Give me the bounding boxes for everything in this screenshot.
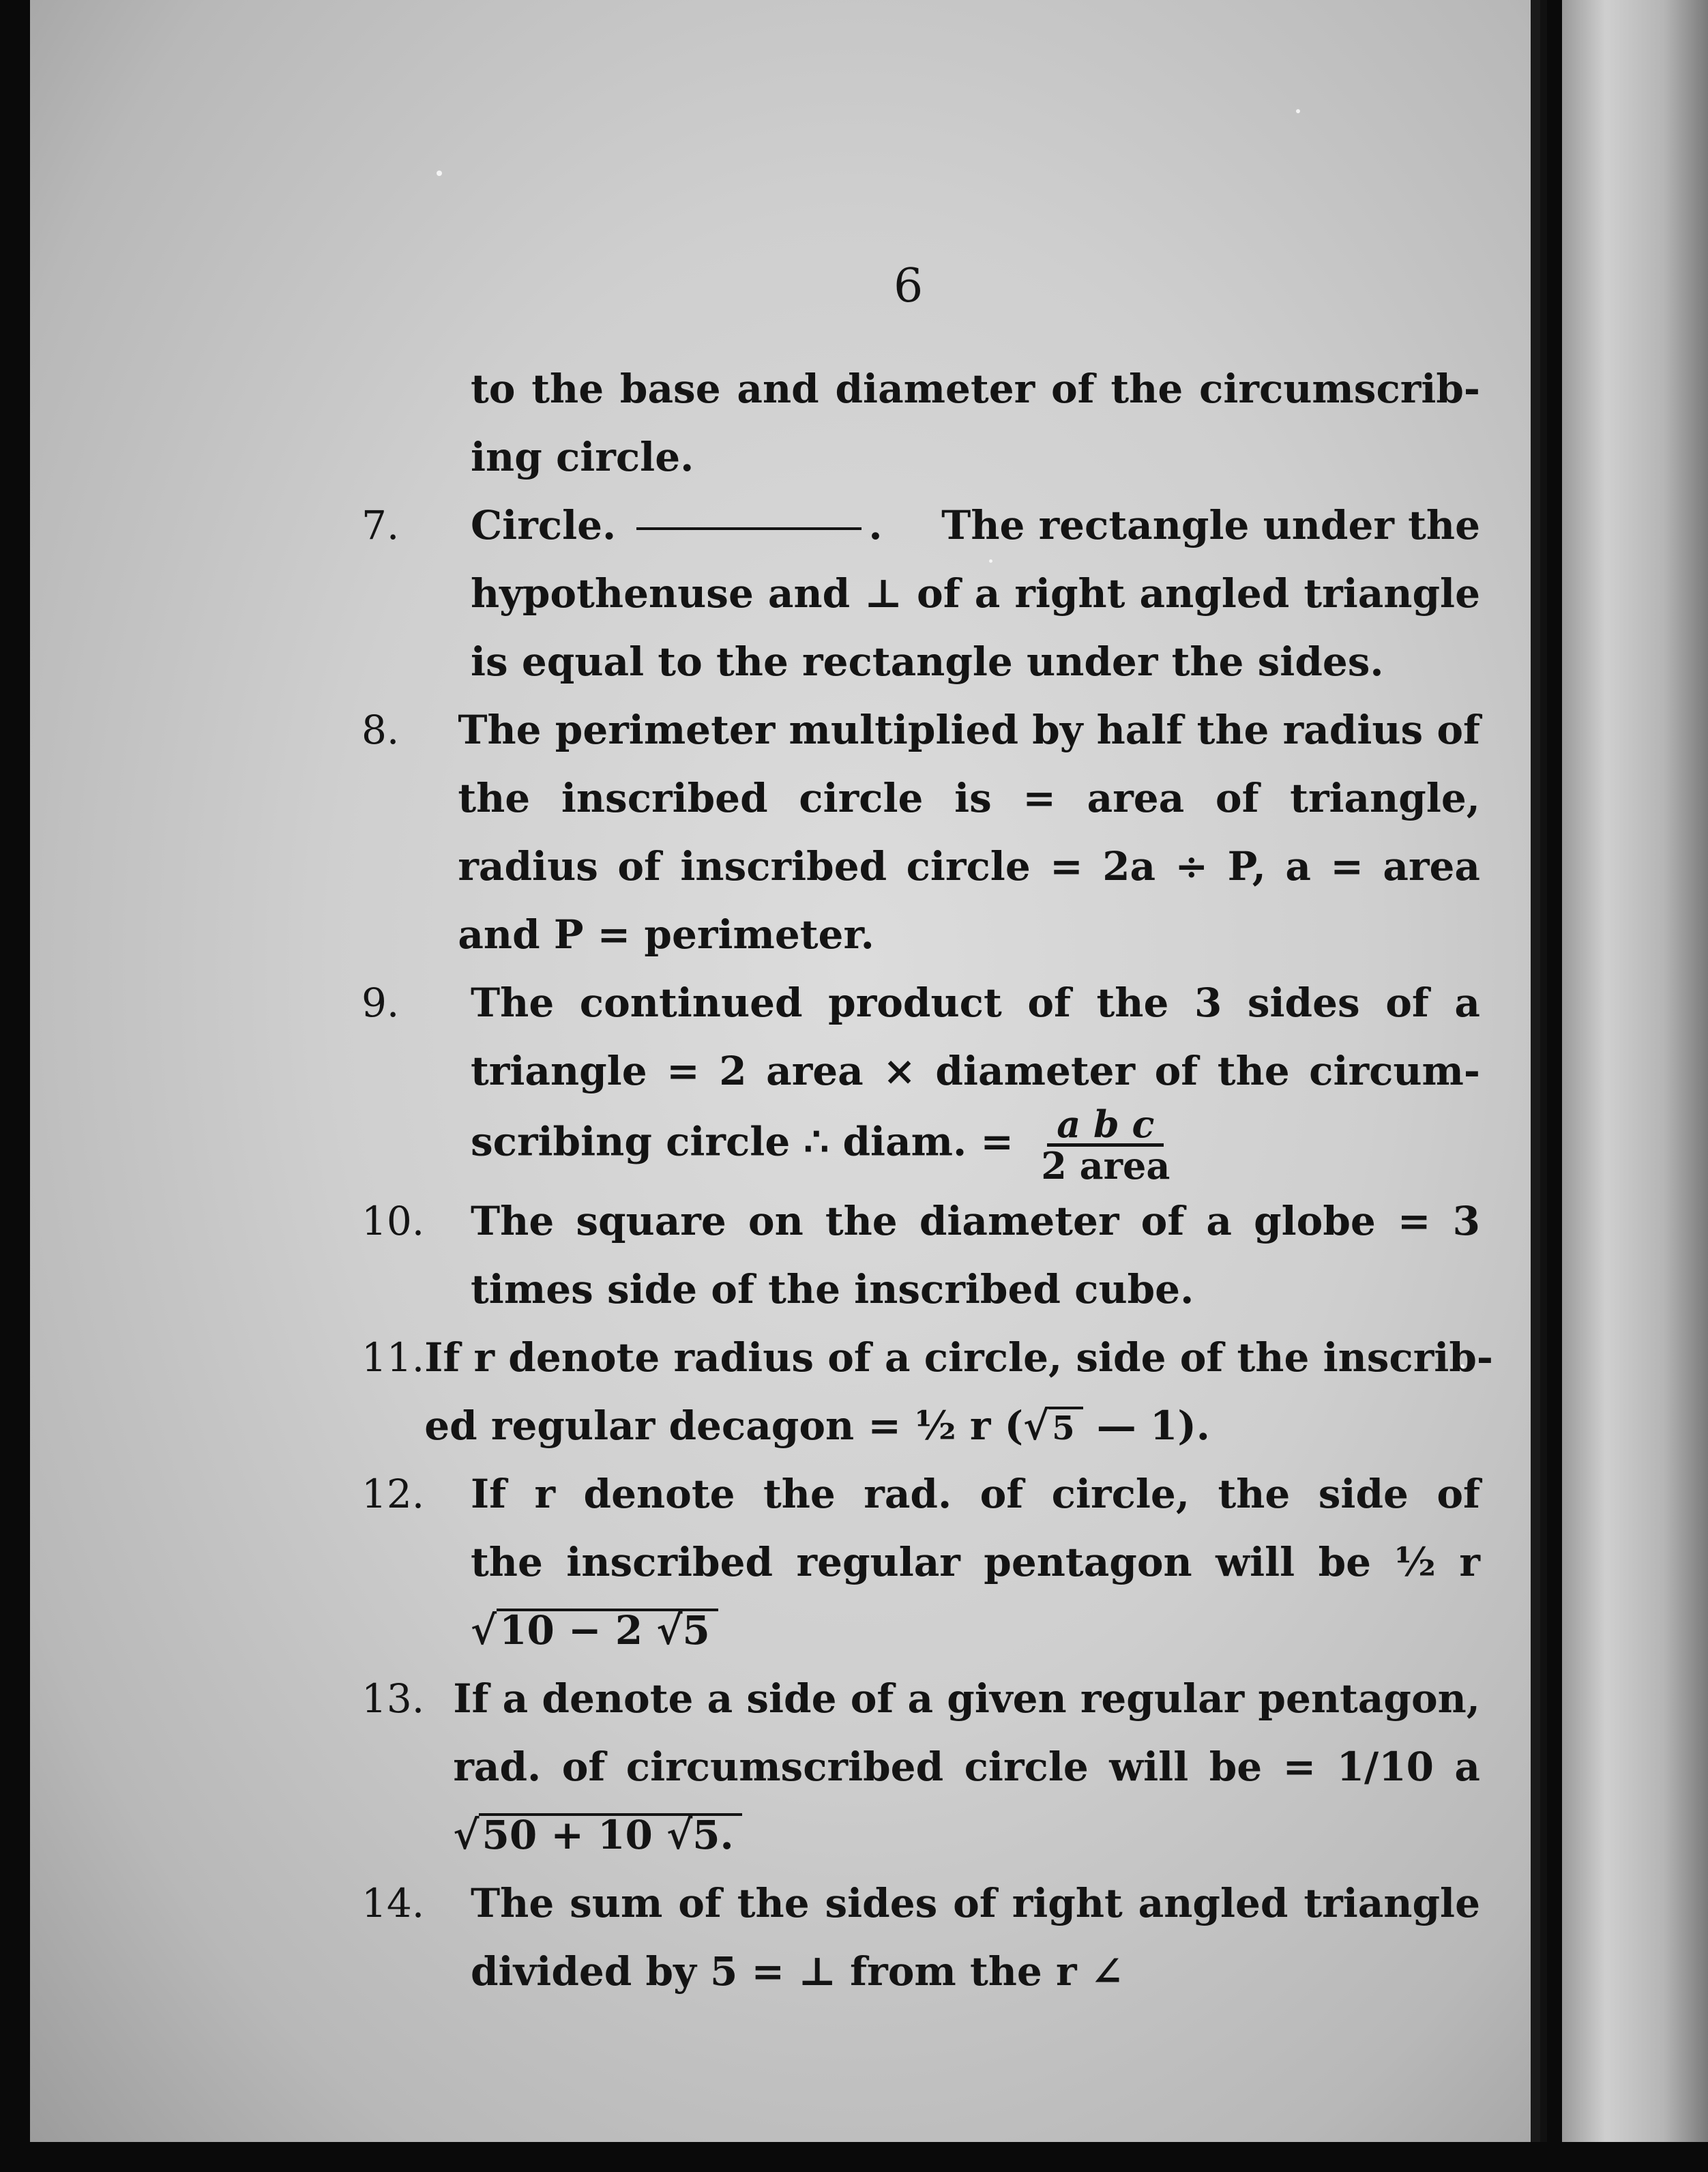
radical-radicand: 10 − 2 √5: [497, 1609, 718, 1649]
list-item-8: [362, 696, 1480, 969]
item-line: hypothenuse and ⊥ of a right angled triangle: [471, 570, 1480, 617]
fraction-diameter: [1041, 1102, 1170, 1188]
page-number: 6: [894, 259, 924, 313]
item-line: If r denote the rad. of circle, the side of: [471, 1471, 1480, 1517]
item-line: [424, 1392, 1493, 1460]
item-7-line1-text: The rectangle under the: [941, 502, 1480, 548]
item-number: 8.: [362, 707, 400, 753]
item-line: triangle = 2 area × diameter of the circum-: [471, 1048, 1480, 1094]
item-line: is equal to the rectangle under the sides.: [471, 639, 1384, 685]
list-item-14: [362, 1869, 1480, 2006]
item-line: If r denote radius of a circle, side of the inscrib-: [424, 1334, 1493, 1381]
item-9-line3-text: scribing circle ∴ diam. =: [471, 1118, 1014, 1165]
item-line: the inscribed regular pentagon will be ½ r: [471, 1539, 1480, 1585]
item-line: the inscribed circle is = area of triangle,: [458, 775, 1480, 821]
item-line: [471, 1596, 1480, 1664]
item-7-heading: Circle.: [471, 502, 617, 548]
item-line: The sum of the sides of right angled triangle: [471, 1880, 1480, 1926]
item-11-line2-end: — 1).: [1083, 1403, 1210, 1449]
radical-sign: √: [471, 1607, 497, 1654]
item-line: The square on the diameter of a globe = 3: [471, 1198, 1480, 1244]
item-line: and P = perimeter.: [458, 911, 874, 958]
item-line: rad. of circumscribed circle will be = 1/10 a: [453, 1744, 1480, 1790]
radical-radicand: 5: [1049, 1407, 1083, 1448]
fraction-denominator: 2 area: [1041, 1144, 1170, 1188]
intro-line-2: ing circle.: [471, 434, 694, 480]
intro-line-1: to the base and diameter of the circumscrib-: [471, 366, 1480, 412]
list-item-11: [362, 1323, 1493, 1460]
item-number: 14.: [362, 1880, 425, 1926]
item-line: The perimeter multiplied by half the radius of: [458, 707, 1480, 753]
radical-sign: √: [453, 1812, 480, 1858]
item-number: 7.: [362, 502, 400, 548]
dust-speck: [437, 171, 442, 176]
list-item-13: [362, 1664, 1480, 1869]
item-11-line2-text: ed regular decagon = ½ r (√: [424, 1403, 1050, 1449]
page-text: [362, 355, 1493, 2006]
page-gutter: [1540, 0, 1547, 2142]
item-line: The continued product of the 3 sides of a: [471, 980, 1480, 1026]
fraction-numerator: a b c: [1047, 1105, 1164, 1147]
list-item-7: [362, 491, 1480, 696]
item-line: radius of inscribed circle = 2a ÷ P, a = area: [458, 843, 1480, 890]
item-line: If a denote a side of a given regular pentagon,: [453, 1675, 1480, 1722]
list-item-12: [362, 1460, 1480, 1664]
list-item-10: [362, 1187, 1480, 1323]
item-line: times side of the inscribed cube.: [471, 1266, 1194, 1312]
list-item-9: [362, 969, 1480, 1187]
item-line: [471, 491, 1480, 559]
period-mark: .: [868, 502, 883, 548]
item-number: 9.: [362, 980, 400, 1026]
dust-speck: [1296, 109, 1300, 113]
item-line: [453, 1801, 1480, 1869]
item-number: 13.: [362, 1675, 425, 1722]
adjacent-page-edge: [1562, 0, 1708, 2142]
item-line: [471, 1102, 1480, 1188]
item-number: 10.: [362, 1198, 425, 1244]
item-number: 11.: [362, 1334, 425, 1381]
radical-radicand: 50 + 10 √5.: [479, 1813, 741, 1854]
item-number: 12.: [362, 1471, 425, 1517]
dash-rule: [636, 527, 862, 530]
item-line: divided by 5 = ⊥ from the r ∠: [471, 1948, 1124, 1995]
